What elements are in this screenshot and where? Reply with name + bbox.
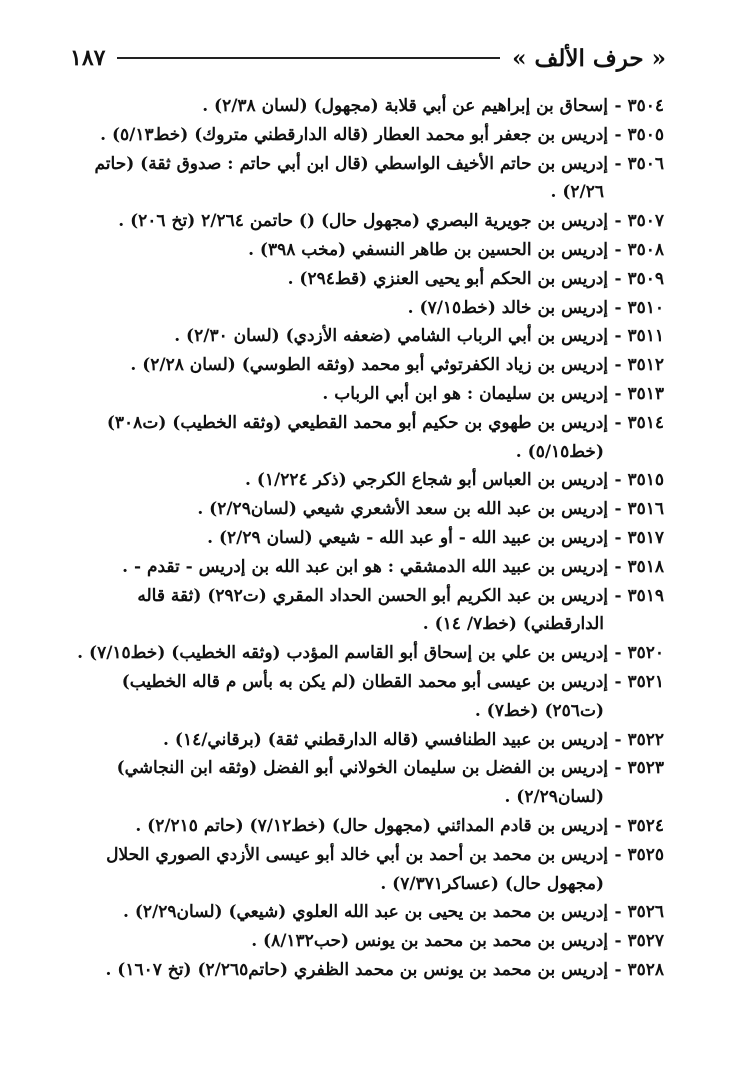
entry-text: إدريس بن العباس أبو شجاع الكرجي (ذكر ١/٢٢٤) . (244, 470, 608, 491)
entry-item (60, 150, 664, 208)
entry-text: إدريس بن قادم المدائني (مجهول حال) (خط٧/١٢) (حاتم ٢/٢١٥) . (135, 815, 608, 836)
entry-text: إدريس بن جويرية البصري (مجهول حال) () حاتمن ٢/٢٦٤ (تخ ٢٠٦) . (118, 211, 608, 232)
entry-item (60, 409, 664, 467)
entry-text: إدريس بن خالد (خط٧/١٥) . (407, 297, 608, 318)
entry-number: ٣٥١٤ - (614, 412, 664, 433)
page-header (70, 38, 666, 78)
entry-number: ٣٥٢٥ - (614, 844, 664, 865)
entry-item (60, 639, 664, 668)
entry-item (60, 380, 664, 409)
entry-text: إدريس بن عبد الكريم أبو الحسن الحداد المقري (ت٢٩٢) (ثقة قاله الدارقطني) (خط٧/ ١٤) . (137, 585, 608, 635)
entry-number: ٣٥١٦ - (614, 499, 664, 520)
entry-text: إدريس بن عبد الله بن سعد الأشعري شيعي (لسان٢/٢٩) . (197, 499, 608, 520)
entry-text: إدريس بن حاتم الأخيف الواسطي (قال ابن أبي حاتم : صدوق ثقة) (حاتم ٢/٢٦) . (94, 153, 608, 203)
entry-number: ٣٥١٣ - (614, 383, 664, 404)
entry-item (60, 754, 664, 812)
entry-number: ٣٥١٥ - (614, 470, 664, 491)
entry-text: إدريس بن محمد بن محمد بن يونس (حب٨/١٣٢) . (251, 931, 608, 952)
entry-item (60, 956, 664, 985)
entry-list (60, 92, 664, 985)
entry-text: إدريس بن جعفر أبو محمد العطار (قاله الدارقطني متروك) (خط٥/١٣) . (100, 124, 608, 145)
entry-item (60, 812, 664, 841)
entry-item (60, 668, 664, 726)
entry-number: ٣٥٢٨ - (614, 959, 664, 980)
entry-item (60, 553, 664, 582)
entry-text: إدريس بن محمد بن يحيى بن عبد الله العلوي (شيعي) (لسان٢/٢٩) . (123, 902, 608, 923)
entry-number: ٣٥٢٤ - (614, 815, 664, 836)
entry-number: ٣٥٢٦ - (614, 902, 664, 923)
entry-number: ٣٥١٨ - (614, 556, 664, 577)
entry-number: ٣٥١٠ - (614, 297, 664, 318)
entry-item (60, 524, 664, 553)
entry-item (60, 322, 664, 351)
entry-text: إدريس بن عبيد الله - أو عبد الله - شيعي (لسان ٢/٢٩) . (207, 527, 608, 548)
entry-text: إدريس بن عبيد الطنافسي (قاله الدارقطني ثقة) (برقاني/١٤) . (163, 729, 608, 750)
entry-text: إدريس بن أبي الرباب الشامي (ضعفه الأزدي) (لسان ٢/٣٠) . (174, 326, 608, 347)
entry-number: ٣٥٠٦ - (614, 153, 664, 174)
entry-item (60, 898, 664, 927)
entry-text: إدريس بن زياد الكفرتوثي أبو محمد (وثقه الطوسي) (لسان ٢/٢٨) . (130, 355, 608, 376)
entry-number: ٣٥٠٥ - (614, 124, 664, 145)
entry-text: إسحاق بن إبراهيم عن أبي قلابة (مجهول) (لسان ٢/٣٨) . (202, 96, 608, 116)
entry-item (60, 207, 664, 236)
entry-number: ٣٥٠٩ - (614, 268, 664, 289)
chapter-title: « حرف الألف » (512, 44, 666, 72)
entry-item (60, 121, 664, 150)
entry-number: ٣٥٠٨ - (614, 239, 664, 260)
entry-number: ٣٥٢٠ - (614, 643, 664, 664)
entry-number: ٣٥١٧ - (614, 527, 664, 548)
entry-item (60, 265, 664, 294)
entry-number: ٣٥٢١ - (614, 671, 664, 692)
entry-text: إدريس بن الحكم أبو يحيى العنزي (قط٢٩٤) . (287, 268, 608, 289)
entry-item (60, 927, 664, 956)
entry-number: ٣٥٠٧ - (614, 211, 664, 232)
entry-item (60, 726, 664, 755)
header-rule (117, 57, 500, 59)
entry-item (60, 841, 664, 899)
entry-item (60, 582, 664, 640)
entry-number: ٣٥١١ - (614, 326, 664, 347)
entry-text: إدريس بن سليمان : هو ابن أبي الرباب . (322, 383, 608, 404)
entry-item (60, 495, 664, 524)
entry-number: ٣٥٢٧ - (614, 931, 664, 952)
entry-text: إدريس بن طهوي بن حكيم أبو محمد القطيعي (وثقه الخطيب) (ت٣٠٨) (خط٥/١٥) . (106, 412, 608, 462)
entry-number: ٣٥٠٤ - (614, 96, 664, 116)
entry-item (60, 351, 664, 380)
entry-number: ٣٥١٩ - (614, 585, 664, 606)
entry-text: إدريس بن علي بن إسحاق أبو القاسم المؤدب (وثقه الخطيب) (خط٧/١٥) . (77, 643, 608, 664)
entry-number: ٣٥٢٣ - (614, 758, 664, 779)
entry-number: ٣٥٢٢ - (614, 729, 664, 750)
entry-number: ٣٥١٢ - (614, 355, 664, 376)
entry-item (60, 92, 664, 121)
entry-text: إدريس بن عبيد الله الدمشقي : هو ابن عبد الله بن إدريس - تقدم - . (122, 556, 608, 577)
entry-text: إدريس بن الحسين بن طاهر النسفي (مخب ٣٩٨) . (248, 239, 608, 260)
entry-text: إدريس بن محمد بن يونس بن محمد الظفري (حاتم٢/٢٦٥) (تخ ١٦٠٧) . (105, 959, 608, 980)
entry-text: إدريس بن محمد بن أحمد بن أبي خالد أبو عيسى الأزدي الصوري الحلال (مجهول حال) (عساكر٧/٣٧١) . (106, 844, 608, 894)
entry-text: إدريس بن عيسى أبو محمد القطان (لم يكن به بأس م قاله الخطيب) (ت٢٥٦) (خط٧) . (121, 671, 608, 721)
entry-item (60, 466, 664, 495)
entry-item (60, 236, 664, 265)
entry-text: إدريس بن الفضل بن سليمان الخولاني أبو الفضل (وثقه ابن النجاشي) (لسان٢/٢٩) . (116, 758, 608, 808)
page-number: ١٨٧ (70, 45, 106, 71)
entry-item (60, 294, 664, 323)
